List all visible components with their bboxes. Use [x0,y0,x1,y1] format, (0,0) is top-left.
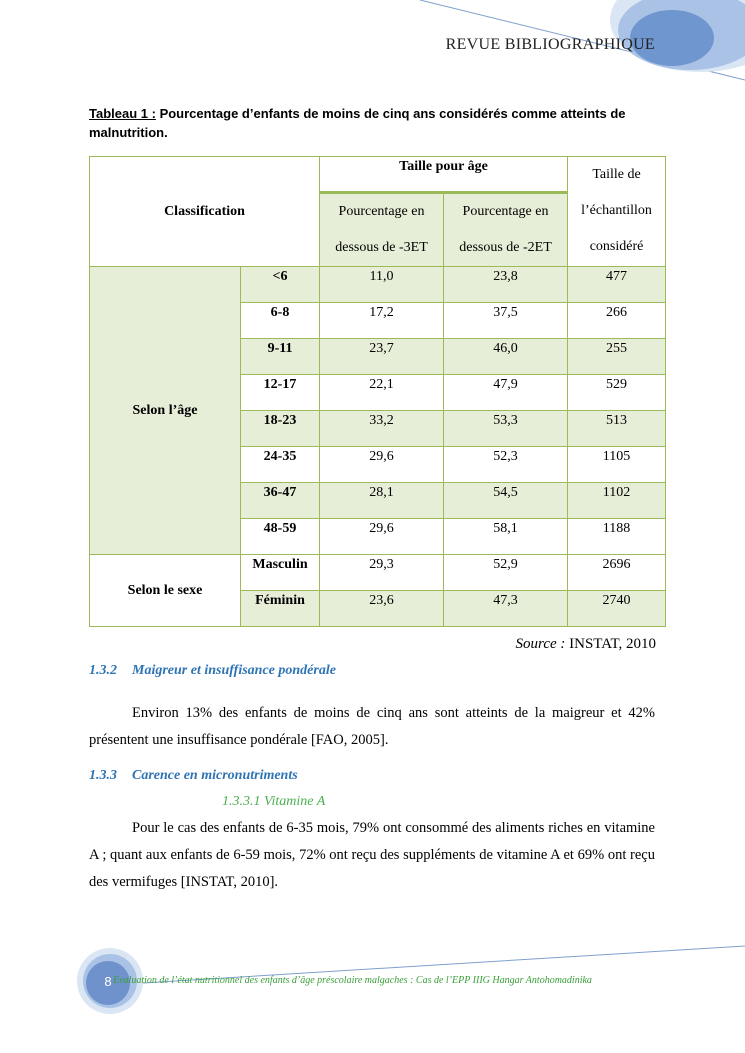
cell-2et: 52,9 [444,555,568,591]
cell-2et: 47,9 [444,375,568,411]
source-label: Source : [515,636,566,652]
section-heading-1-3-3 [89,768,298,784]
cell-n: 529 [568,375,666,411]
header-col2-line1: Pourcentage en [462,204,549,219]
cell-3et: 22,1 [320,375,444,411]
cell-3et: 11,0 [320,267,444,303]
footer-text: Evaluation de l’état nutritionnel des enfants d’âge préscolaire malgaches : Cas de l’EPP IIIG Hangar Antohomadinika [113,975,592,986]
row-label: 48-59 [241,519,320,555]
header-col3-line2: l’échantillon [581,203,652,218]
cell-n: 477 [568,267,666,303]
source-value: INSTAT, 2010 [565,636,656,652]
cell-3et: 29,6 [320,447,444,483]
header-col3-line1: Taille de [592,167,641,182]
header-taille-echantillon [568,157,666,267]
cell-3et: 17,2 [320,303,444,339]
malnutrition-table [89,156,666,627]
cell-2et: 54,5 [444,483,568,519]
cell-2et: 46,0 [444,339,568,375]
cell-n: 1105 [568,447,666,483]
header-col2-line2: dessous de -2ET [459,240,552,255]
subsection-heading-vitamine-a: 1.3.3.1 Vitamine A [222,794,326,809]
header-taille-pour-age: Taille pour âge [320,157,568,193]
header-col3-line3: considéré [589,239,644,254]
cell-3et: 23,7 [320,339,444,375]
row-label: 9-11 [241,339,320,375]
table-row [90,267,666,303]
section-title: Maigreur et insuffisance pondérale [132,663,336,678]
cell-n: 255 [568,339,666,375]
row-label: 24-35 [241,447,320,483]
cell-3et: 29,6 [320,519,444,555]
header-classification: Classification [90,157,320,267]
cell-n: 266 [568,303,666,339]
row-label: Masculin [241,555,320,591]
header-col2 [444,193,568,267]
table-caption-label: Tableau 1 : [89,106,156,121]
header-col1-line1: Pourcentage en [338,204,425,219]
header-col1 [320,193,444,267]
group-selon-sexe: Selon le sexe [90,555,241,627]
paragraph-vitamine-a: Pour le cas des enfants de 6-35 mois, 79% ont consommé des aliments riches en vitamine A ; quant aux enfants de 6-59 mois, 72% ont reçu des suppléments de vitamine A et 69% ont reçu des vermifuges [INSTAT, 2010]. [89,820,655,890]
row-label: 36-47 [241,483,320,519]
cell-n: 2740 [568,591,666,627]
section-number: 1.3.2 [89,663,117,678]
page-number: 8 [104,974,112,989]
cell-n: 1188 [568,519,666,555]
section-heading-1-3-2 [89,663,336,679]
section-number: 1.3.3 [89,768,117,783]
cell-2et: 47,3 [444,591,568,627]
cell-2et: 52,3 [444,447,568,483]
page-header-title: REVUE BIBLIOGRAPHIQUE [445,36,655,53]
row-label: 12-17 [241,375,320,411]
section-title: Carence en micronutriments [132,768,298,783]
table-source [516,636,656,653]
cell-3et: 29,3 [320,555,444,591]
cell-2et: 53,3 [444,411,568,447]
cell-3et: 28,1 [320,483,444,519]
group-selon-age: Selon l’âge [90,267,241,555]
table-caption [89,104,659,142]
cell-n: 513 [568,411,666,447]
table-row [90,555,666,591]
header-col1-line2: dessous de -3ET [335,240,428,255]
row-label: <6 [241,267,320,303]
row-label: 18-23 [241,411,320,447]
table-caption-text: Pourcentage d’enfants de moins de cinq ans considérés comme atteints de malnutrition. [89,106,626,140]
cell-2et: 37,5 [444,303,568,339]
cell-n: 2696 [568,555,666,591]
cell-3et: 33,2 [320,411,444,447]
cell-2et: 58,1 [444,519,568,555]
row-label: 6-8 [241,303,320,339]
paragraph-maigreur: Environ 13% des enfants de moins de cinq ans sont atteints de la maigreur et 42% présentent une insuffisance pondérale [FAO, 2005]. [89,705,655,748]
cell-2et: 23,8 [444,267,568,303]
row-label: Féminin [241,591,320,627]
cell-3et: 23,6 [320,591,444,627]
cell-n: 1102 [568,483,666,519]
